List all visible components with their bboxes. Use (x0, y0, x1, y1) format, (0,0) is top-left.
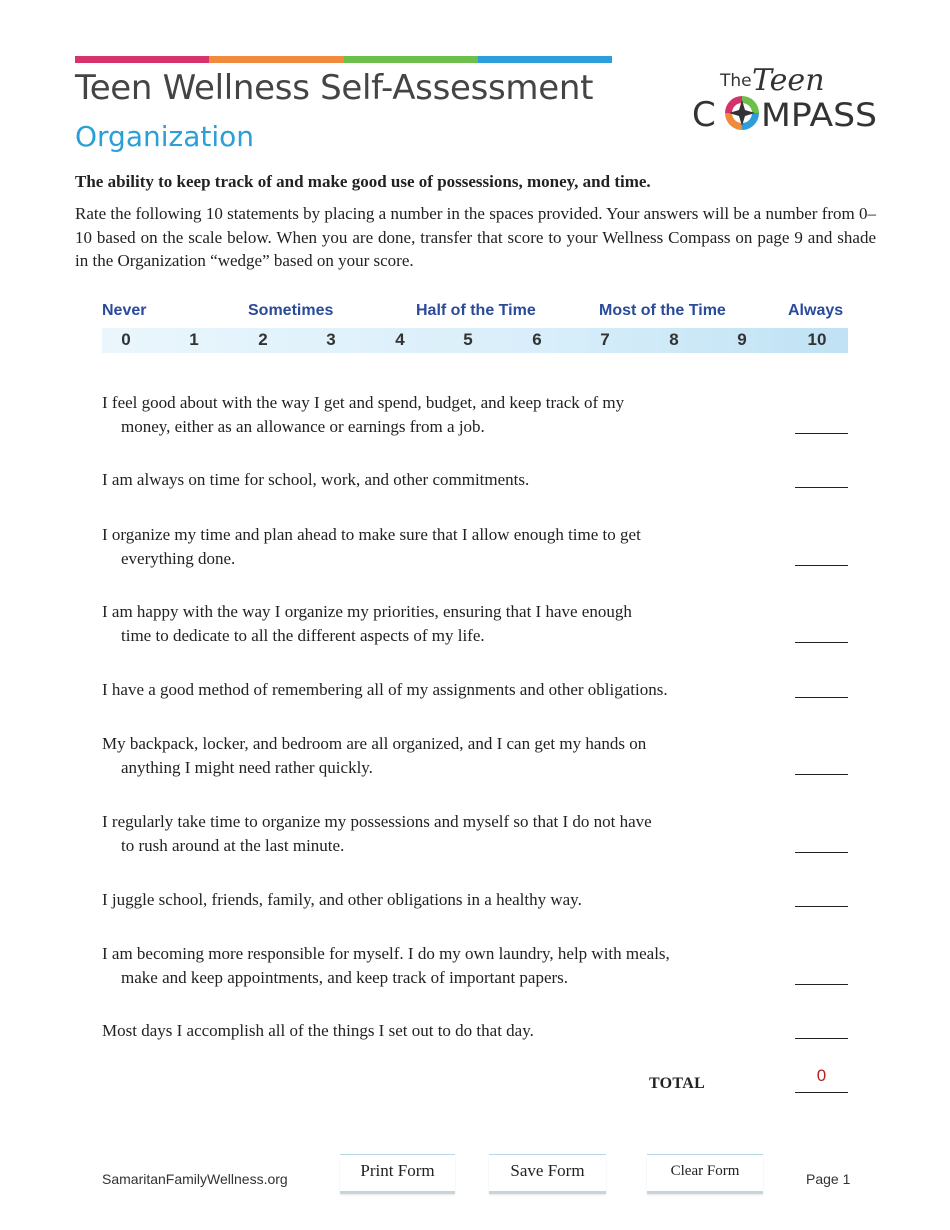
statement-line: I regularly take time to organize my possessions and myself so that I do not have (102, 812, 652, 831)
statement-line: I have a good method of remembering all of my assignments and other obligations. (102, 680, 668, 699)
logo-compass-c: C (692, 95, 716, 135)
statement-2 (102, 468, 742, 492)
scale-number: 7 (600, 330, 610, 349)
scale-label-sometimes: Sometimes (248, 302, 334, 319)
statement-line: I am becoming more responsible for myself. I do my own laundry, help with meals, (102, 944, 670, 963)
answer-field-4[interactable] (795, 642, 848, 643)
statement-10 (102, 1019, 742, 1043)
total-value: 0 (816, 1066, 827, 1085)
statement-line: anything I might need rather quickly. (121, 757, 373, 777)
scale-label-most: Most of the Time (599, 302, 726, 319)
scale-number: 5 (463, 330, 473, 349)
clear-form-button[interactable]: Clear Form (647, 1154, 763, 1191)
answer-field-9[interactable] (795, 984, 848, 985)
statement-line: I am always on time for school, work, and other commitments. (102, 470, 530, 489)
statement-line: everything done. (121, 548, 236, 568)
section-title: Organization (75, 120, 255, 153)
answer-field-3[interactable] (795, 565, 848, 566)
scale-number: 0 (121, 330, 131, 349)
color-bar-green (344, 56, 478, 63)
page-number: Page 1 (806, 1171, 851, 1187)
statement-line: I am happy with the way I organize my priorities, ensuring that I have enough (102, 602, 632, 621)
statement-line: Most days I accomplish all of the things I set out to do that day. (102, 1021, 534, 1040)
scale-number: 3 (326, 330, 336, 349)
total-field-underline (795, 1092, 848, 1093)
compass-icon (725, 96, 759, 130)
scale-number: 8 (669, 330, 679, 349)
save-form-button[interactable]: Save Form (489, 1154, 606, 1191)
answer-field-5[interactable] (795, 697, 848, 698)
statement-line: time to dedicate to all the different aspects of my life. (121, 625, 485, 645)
answer-field-2[interactable] (795, 487, 848, 488)
scale-number: 1 (189, 330, 199, 349)
statement-1 (102, 391, 742, 438)
logo-compass-rest: MPASS (761, 96, 877, 134)
scale-labels (102, 302, 848, 324)
print-form-button[interactable]: Print Form (340, 1154, 455, 1191)
statement-line: I feel good about with the way I get and spend, budget, and keep track of my (102, 393, 625, 412)
statement-8 (102, 888, 742, 912)
scale-number: 2 (258, 330, 268, 349)
scale-label-never: Never (102, 302, 147, 319)
statement-7 (102, 810, 742, 857)
intro-heading: The ability to keep track of and make good use of possessions, money, and time. (75, 172, 651, 191)
statement-line: I organize my time and plan ahead to make sure that I allow enough time to get (102, 525, 641, 544)
scale-number: 10 (807, 330, 827, 349)
color-bar-orange (209, 56, 343, 63)
statement-line: money, either as an allowance or earnings from a job. (121, 416, 485, 436)
statement-3 (102, 523, 742, 570)
scale-number: 4 (395, 330, 405, 349)
logo-teen: Teen (752, 63, 825, 98)
color-bar-pink (75, 56, 209, 63)
statement-line: make and keep appointments, and keep track of important papers. (121, 967, 569, 987)
statement-6 (102, 732, 742, 779)
statement-line: to rush around at the last minute. (121, 835, 345, 855)
statement-9 (102, 942, 742, 989)
scale-label-always: Always (788, 302, 844, 319)
total-label: TOTAL (649, 1075, 706, 1092)
scale-number: 9 (737, 330, 747, 349)
statement-line: My backpack, locker, and bedroom are all organized, and I can get my hands on (102, 734, 647, 753)
answer-field-7[interactable] (795, 852, 848, 853)
footer-website: SamaritanFamilyWellness.org (102, 1171, 288, 1187)
statement-4 (102, 600, 742, 647)
logo-the: The (720, 71, 752, 91)
color-bar (75, 56, 612, 63)
answer-field-8[interactable] (795, 906, 848, 907)
statement-line: I juggle school, friends, family, and other obligations in a healthy way. (102, 890, 582, 909)
intro-text: Rate the following 10 statements by placing a number in the spaces provided. Your answers will be a number from 0–10 based on the scale below. When you are done, transfer that score to your Wellness Compass on page 9 and shade in the Organization “wedge” based on your score. (75, 204, 876, 270)
color-bar-blue (478, 56, 612, 63)
scale-bar (102, 328, 848, 353)
statement-5 (102, 678, 742, 702)
page-title: Teen Wellness Self-Assessment (75, 68, 594, 108)
answer-field-1[interactable] (795, 433, 848, 434)
answer-field-6[interactable] (795, 774, 848, 775)
teen-compass-logo (690, 58, 880, 138)
scale-number: 6 (532, 330, 542, 349)
scale-label-half: Half of the Time (416, 302, 536, 319)
answer-field-10[interactable] (795, 1038, 848, 1039)
